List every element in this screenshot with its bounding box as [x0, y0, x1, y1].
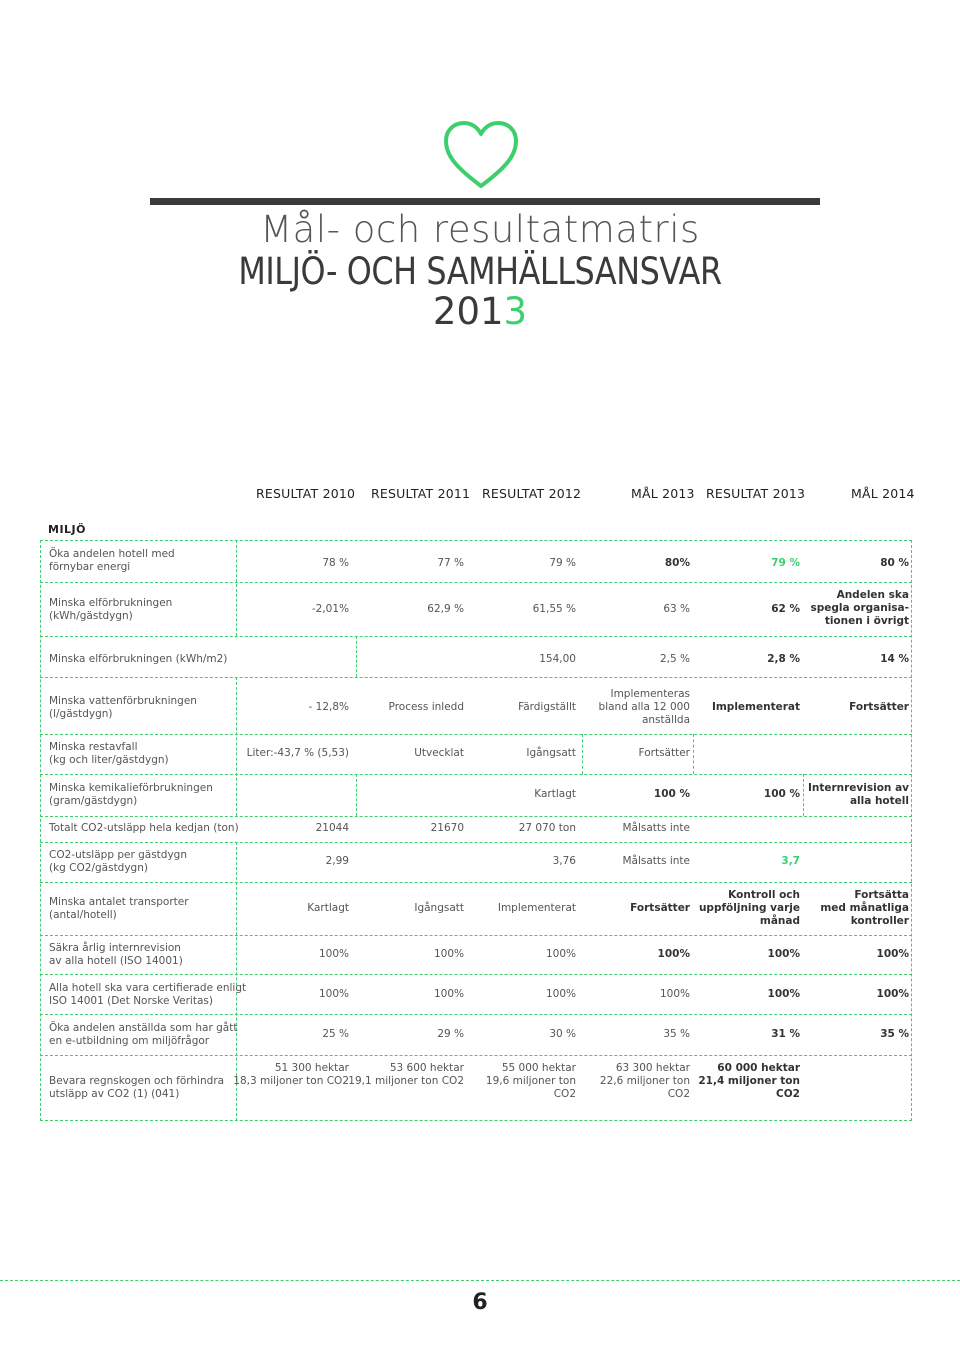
cell-r2012: 79 %	[549, 557, 576, 569]
cell-r2013: Kontroll och uppföljning varje månad	[698, 889, 800, 927]
cell-r2010: 78 %	[322, 557, 349, 569]
header-rule	[150, 198, 820, 205]
cell-r2011: 100%	[433, 988, 464, 1000]
cell-r2012: 27 070 ton	[518, 822, 576, 834]
cell-r2010: 2,99	[325, 855, 349, 867]
row-label: Minska kemikalieförbrukningen (gram/gästdygn)	[49, 782, 213, 807]
cell-r2011: 62,9 %	[427, 603, 464, 615]
heart-icon	[443, 120, 519, 192]
cell-m2013: 35 %	[663, 1028, 690, 1040]
cell-r2013: 100 %	[763, 788, 800, 800]
row-label: Minska antalet transporter (antal/hotell)	[49, 896, 189, 921]
cell-r2013: 62 %	[771, 603, 800, 615]
cell-r2011: Utvecklat	[414, 747, 464, 759]
row-label: Minska elförbrukningen (kWh/gästdygn)	[49, 597, 173, 622]
cell-r2010: Liter:-43,7 % (5,53)	[246, 747, 349, 759]
page-title: Mål- och resultatmatris	[260, 208, 700, 251]
column-header-resultat-2012: RESULTAT 2012	[482, 486, 582, 501]
page-year: 2013	[432, 290, 528, 333]
cell-r2012: 154,00	[539, 653, 576, 665]
cell-r2010: 51 300 hektar 18,3 miljoner ton CO2	[233, 1062, 349, 1087]
cell-m2014: 35 %	[880, 1028, 909, 1040]
cell-r2013: 79 %	[771, 557, 800, 569]
cell-m2013: 100%	[657, 948, 690, 960]
row-label: Bevara regnskogen och förhindra utsläpp av CO2 (1) (041)	[49, 1075, 225, 1100]
row-label: Totalt CO2-utsläpp hela kedjan (ton)	[49, 822, 239, 834]
column-header-resultat-2010: RESULTAT 2010	[256, 486, 356, 501]
row-label: Minska restavfall (kg och liter/gästdygn)	[49, 741, 169, 766]
cell-r2011: Process inledd	[388, 701, 464, 713]
cell-r2010: -2,01%	[311, 603, 349, 615]
cell-m2014: Internrevision av alla hotell	[807, 782, 909, 807]
cell-m2013: Fortsätter	[638, 747, 690, 759]
cell-m2013: 2,5 %	[659, 653, 690, 665]
cell-m2013: 63 %	[663, 603, 690, 615]
cell-r2013: 60 000 hektar 21,4 miljoner ton CO2	[698, 1062, 800, 1100]
column-header-mal-2014: MÅL 2014	[851, 486, 915, 501]
column-header-resultat-2011: RESULTAT 2011	[371, 486, 471, 501]
row-label: Alla hotell ska vara certifierade enligt ISO 14001 (Det Norske Veritas)	[49, 982, 247, 1007]
cell-r2011: 21670	[430, 822, 464, 834]
cell-r2011: 53 600 hektar 19,1 miljoner ton CO2	[348, 1062, 464, 1087]
cell-r2012: 100%	[545, 948, 576, 960]
cell-r2012: 55 000 hektar 19,6 miljoner ton CO2	[485, 1062, 576, 1100]
cell-m2013: Målsatts inte	[622, 855, 690, 867]
cell-r2013: 2,8 %	[767, 653, 800, 665]
cell-m2014: Andelen ska spegla organisa- tionen i övrigt	[810, 589, 909, 627]
row-label: Öka andelen hotell med förnybar energi	[49, 548, 175, 573]
page-number: 6	[472, 1290, 488, 1315]
cell-r2012: Kartlagt	[534, 788, 576, 800]
column-header-resultat-2013: RESULTAT 2013	[706, 486, 806, 501]
cell-m2013: Fortsätter	[630, 902, 690, 914]
cell-m2014: 80 %	[880, 557, 909, 569]
footer-rule	[0, 1280, 960, 1281]
cell-m2013: Målsatts inte	[622, 822, 690, 834]
cell-r2012: Implementerat	[497, 902, 576, 914]
cell-m2013: 100%	[659, 988, 690, 1000]
row-label: CO2-utsläpp per gästdygn (kg CO2/gästdygn)	[49, 849, 187, 874]
cell-r2010: 25 %	[322, 1028, 349, 1040]
cell-m2014: 100%	[876, 948, 909, 960]
cell-r2013: 100%	[767, 988, 800, 1000]
cell-m2014: 100%	[876, 988, 909, 1000]
cell-r2010: 100%	[318, 948, 349, 960]
cell-r2010: Kartlagt	[307, 902, 349, 914]
cell-m2013: Implementeras bland alla 12 000 anställda	[598, 688, 690, 726]
cell-m2014: Fortsätta med månatliga kontroller	[820, 889, 909, 927]
cell-r2013: 100%	[767, 948, 800, 960]
row-label: Minska vattenförbrukningen (l/gästdygn)	[49, 695, 197, 720]
cell-r2012: 100%	[545, 988, 576, 1000]
section-label: MILJÖ	[48, 523, 86, 536]
cell-r2010: - 12,8%	[308, 701, 349, 713]
cell-r2013: 3,7	[781, 855, 800, 867]
cell-r2010: 100%	[318, 988, 349, 1000]
cell-r2012: Färdigställt	[518, 701, 576, 713]
cell-m2014: 14 %	[880, 653, 909, 665]
cell-m2014: Fortsätter	[849, 701, 909, 713]
cell-m2013: 63 300 hektar 22,6 miljoner ton CO2	[599, 1062, 690, 1100]
cell-r2011: 77 %	[437, 557, 464, 569]
cell-r2012: 3,76	[552, 855, 576, 867]
row-label: Säkra årlig internrevision av alla hotell (ISO 14001)	[49, 942, 183, 967]
cell-r2012: 61,55 %	[532, 603, 576, 615]
cell-r2013: 31 %	[771, 1028, 800, 1040]
cell-m2013: 80%	[664, 557, 690, 569]
cell-r2013: Implementerat	[711, 701, 800, 713]
cell-r2012: 30 %	[549, 1028, 576, 1040]
column-header-mal-2013: MÅL 2013	[631, 486, 695, 501]
page-subtitle: MILJÖ- OCH SAMHÄLLSANSVAR	[238, 250, 722, 293]
cell-r2011: 29 %	[437, 1028, 464, 1040]
cell-m2013: 100 %	[653, 788, 690, 800]
cell-r2010: 21044	[315, 822, 349, 834]
row-label: Öka andelen anställda som har gått en e-utbildning om miljöfrågor	[49, 1022, 238, 1047]
cell-r2011: Igångsatt	[414, 902, 464, 914]
row-label: Minska elförbrukningen (kWh/m2)	[49, 653, 228, 665]
cell-r2012: Igångsatt	[526, 747, 576, 759]
cell-r2011: 100%	[433, 948, 464, 960]
